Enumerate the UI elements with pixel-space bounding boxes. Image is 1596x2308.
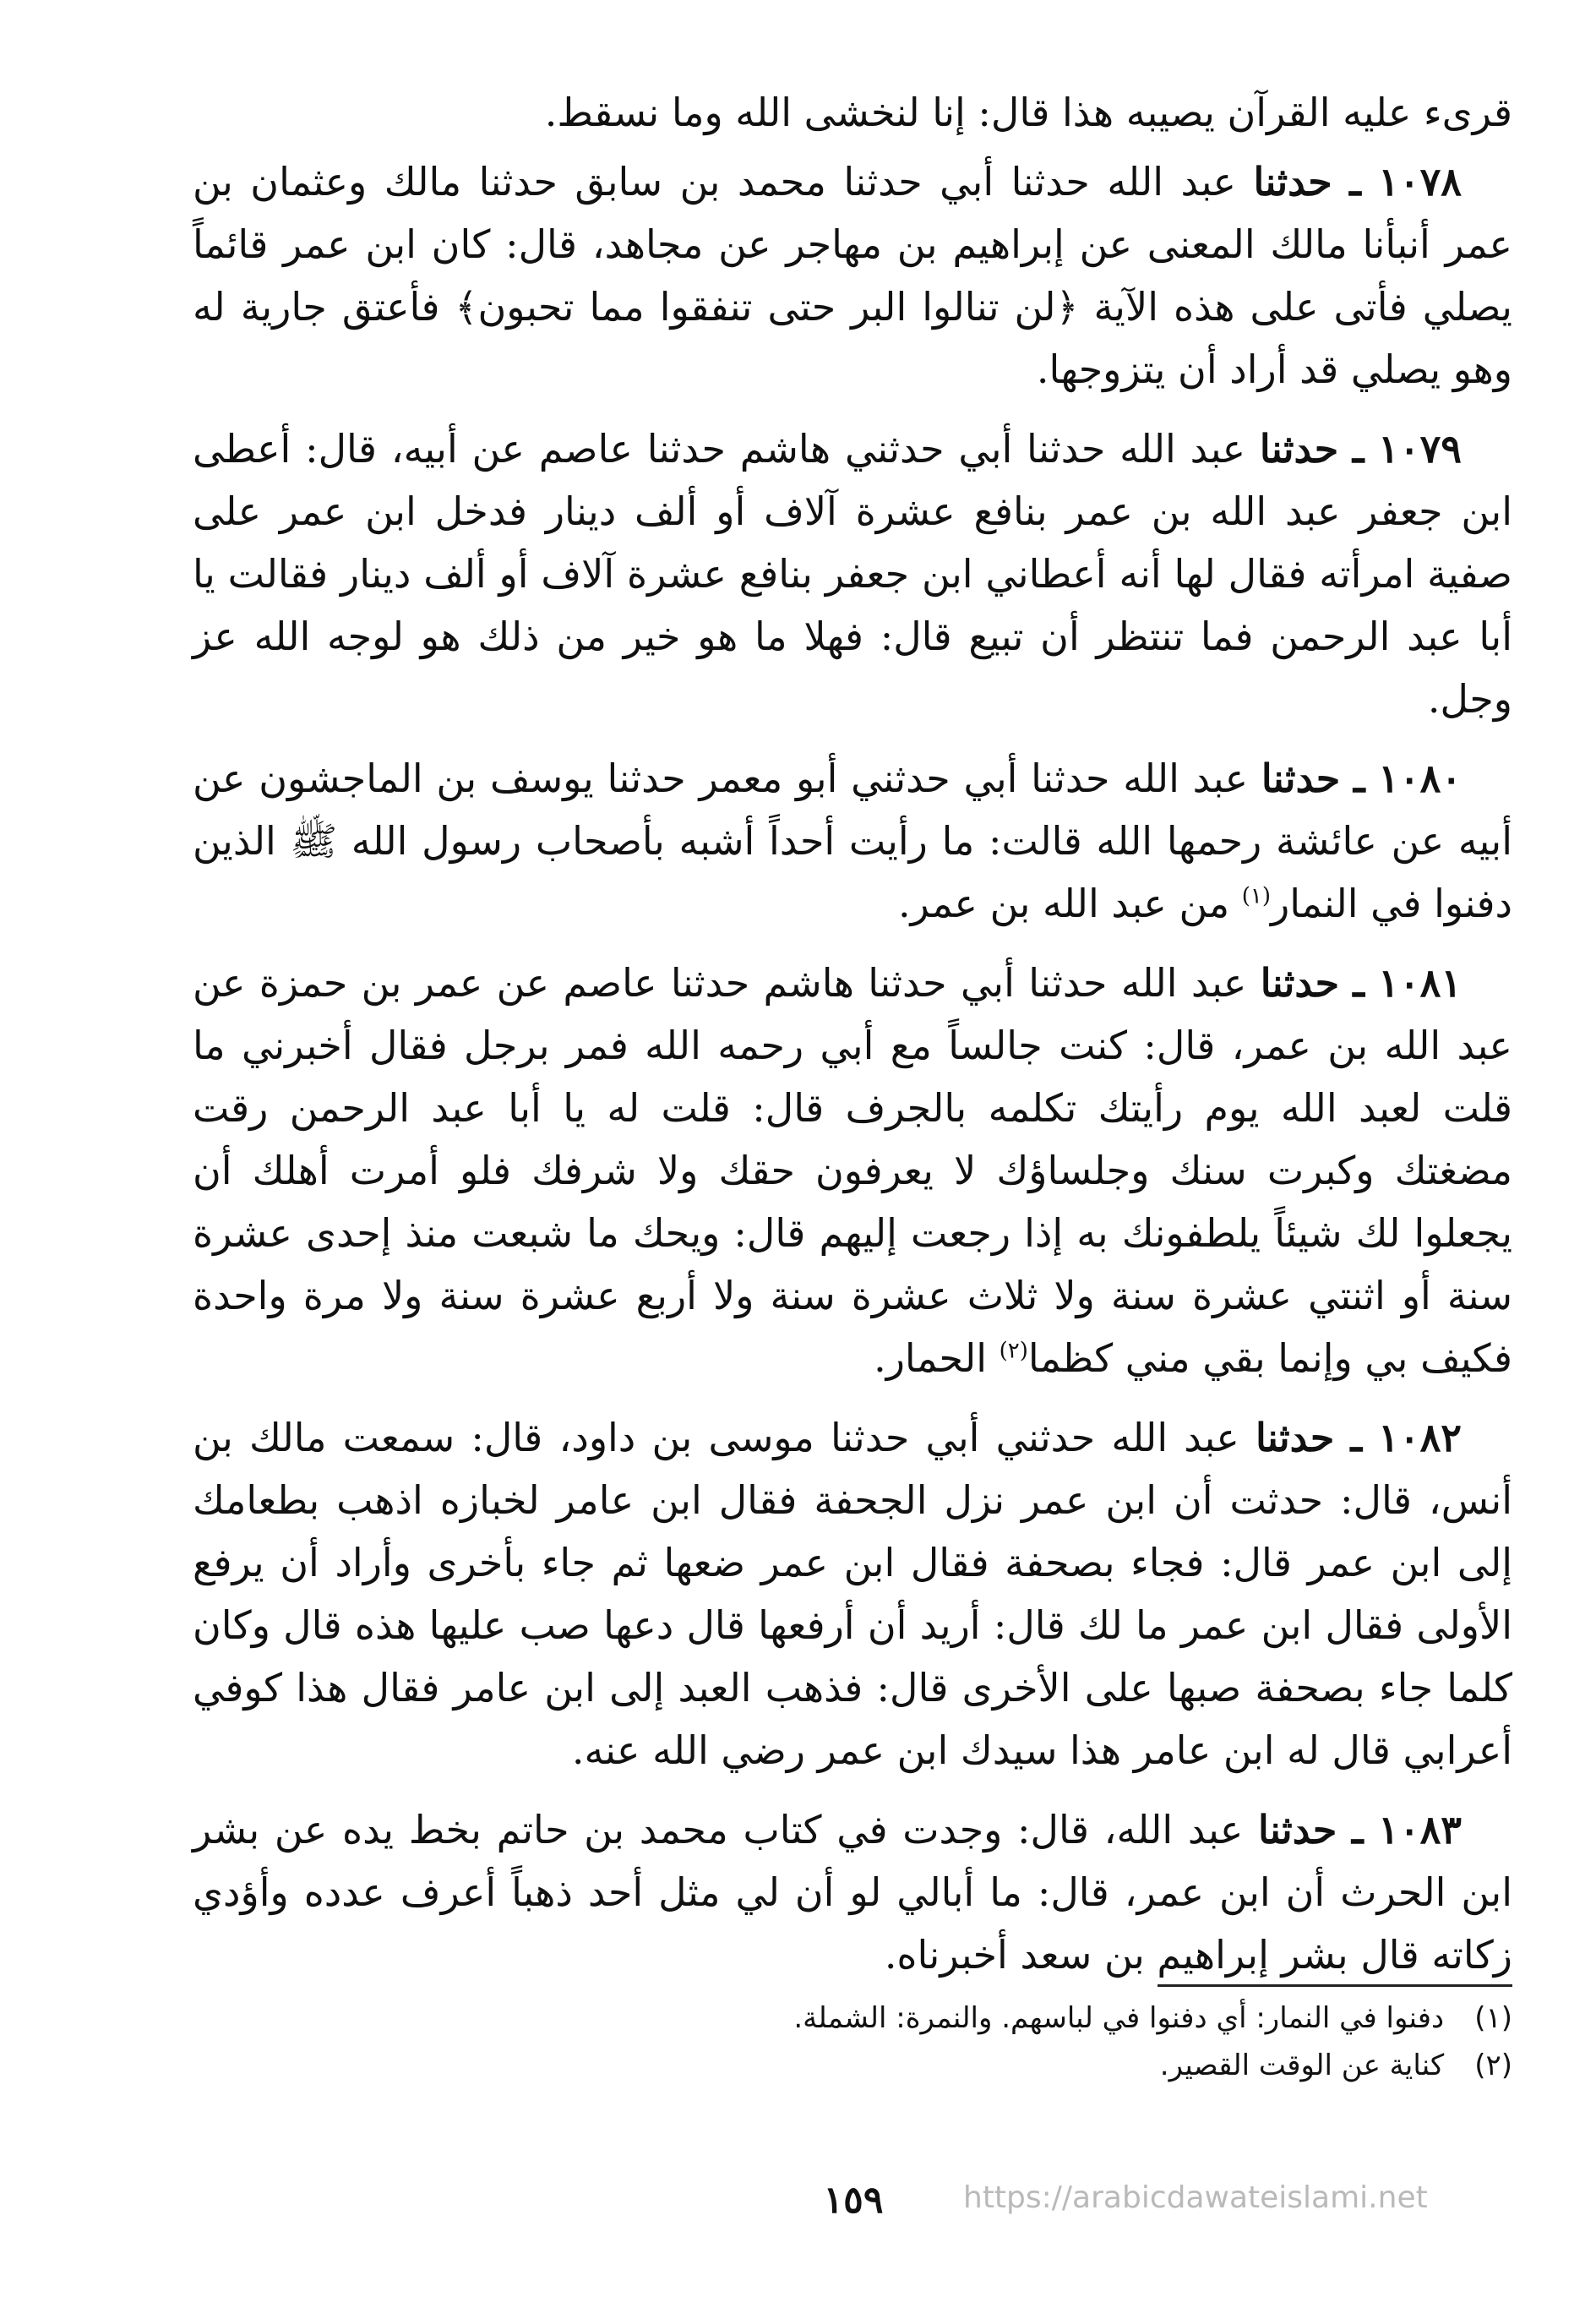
watermark-url: https://arabicdawateislami.net [963,2180,1428,2215]
hadith-text: عبد الله، قال: وجدت في كتاب محمد بن حاتم بخط يده عن بشر ابن الحرث أن ابن عمر، قال: ما أبالي لو أن لي مثل أحد ذهباً أعرف عدده وأؤدي زكاته قال بشر إبراهيم بن سعد أخبرناه. [193,1807,1512,1978]
hadith-text-end: من عبد الله بن عمر. [897,881,1242,926]
hadith-text-end: الحمار. [874,1335,1000,1381]
hadith-number: ١٠٨١ [1378,960,1463,1006]
hadith-number: ١٠٧٩ [1378,426,1462,472]
hadith-separator: ـ [1353,756,1365,801]
hadith-keyword: حدثنا [1261,756,1341,801]
intro-paragraph: قرىء عليه القرآن يصيبه هذا قال: إنا لنخشى الله وما نسقط. [544,90,1512,135]
hadith-separator: ـ [1352,426,1364,472]
hadith-number: ١٠٨٢ [1378,1415,1462,1460]
footnote-divider [1158,1984,1512,1987]
hadith-number: ١٠٨٠ [1378,756,1463,801]
hadith-number: ١٠٨٣ [1378,1807,1462,1852]
hadith-1080 [193,747,1512,935]
footnote-text: كناية عن الوقت القصير. [1159,2049,1445,2082]
hadith-keyword: حدثنا [1260,960,1339,1006]
hadith-keyword: حدثنا [1255,1415,1335,1460]
page-number: ١٥٩ [823,2179,884,2222]
footnote-mark: (١) [1474,2001,1512,2035]
hadith-separator: ـ [1352,1807,1364,1852]
footnote-2 [193,2042,1512,2089]
hadith-separator: ـ [1353,960,1364,1006]
hadith-1082 [193,1406,1512,1781]
hadith-1081 [193,952,1512,1389]
hadith-keyword: حدثنا [1259,426,1339,472]
hadith-text: عبد الله حدثني أبي حدثنا موسى بن داود، قال: سمعت مالك بن أنس، قال: حدثت أن ابن عمر نزل الجحفة فقال ابن عامر لخبازه اذهب بطعامك إلى ابن عمر قال: فجاء بصحفة فقال ابن عمر ضعها ثم جاء بأخرى وأراد أن يرفع الأولى فقال ابن عمر ما لك قال: أريد أن أرفعها قال دعها صب عليها هذه قال وكان كلما جاء بصحفة صبها على الأخرى قال: فذهب العبد إلى ابن عامر فقال هذا كوفي أعرابي قال له ابن عامر هذا سيدك ابن عمر رضي الله عنه. [193,1415,1513,1773]
hadith-number: ١٠٧٨ [1378,159,1463,205]
hadith-1079 [193,417,1512,730]
main-text [193,81,1512,1986]
hadith-separator: ـ [1349,159,1361,205]
hadith-1078 [193,150,1512,401]
hadith-keyword: حدثنا [1258,1807,1337,1852]
footnote-ref[interactable]: (٢) [999,1338,1028,1364]
hadith-separator: ـ [1350,1415,1362,1460]
footnotes [193,1994,1512,2089]
hadith-1083 [193,1798,1512,1986]
footnote-ref[interactable]: (١) [1241,883,1272,909]
hadith-text: عبد الله حدثنا أبي حدثنا محمد بن سابق حدثنا مالك وعثمان بن عمر أنبأنا مالك المعنى عن إبراهيم بن مهاجر عن مجاهد، قال: كان ابن عمر قائماً يصلي فأتى على هذه الآية ﴿لن تنالوا البر حتى تنفقوا مما تحبون﴾ فأعتق جارية له وهو يصلي قد أراد أن يتزوجها. [193,159,1512,392]
hadith-text: عبد الله حدثنا أبي حدثني أبو معمر حدثنا يوسف بن الماجشون عن أبيه عن عائشة رحمها الله قالت: ما رأيت أحداً أشبه بأصحاب رسول الله ﷺ الذين دفنوا في النمار [193,756,1512,926]
footnote-1 [193,1994,1512,2042]
footnote-mark: (٢) [1474,2049,1512,2082]
footnote-text: دفنوا في النمار: أي دفنوا في لباسهم. والنمرة: الشملة. [793,2001,1445,2035]
hadith-text: عبد الله حدثنا أبي حدثني هاشم حدثنا عاصم عن أبيه، قال: أعطى ابن جعفر عبد الله بن عمر بنافع عشرة آلاف أو ألف دينار فدخل ابن عمر على صفية امرأته فقال لها أنه أعطاني ابن جعفر بنافع عشرة آلاف أو ألف دينار فقالت يا أبا عبد الرحمن فما تنتظر أن تبيع قال: فهلا ما هو خير من ذلك هو لوجه الله عز وجل. [193,426,1512,722]
hadith-text: عبد الله حدثنا أبي حدثنا هاشم حدثنا عاصم عن عمر بن حمزة عن عبد الله بن عمر، قال: كنت جالساً مع أبي رحمه الله فمر برجل فقال أخبرني ما قلت لعبد الله يوم رأيتك تكلمه بالجرف قال: قلت له يا أبا عبد الرحمن رقت مضغتك وكبرت سنك وجلساؤك لا يعرفون حقك ولا شرفك فلو أمرت أهلك أن يجعلوا لك شيئاً يلطفونك به إذا رجعت إليهم قال: ويحك ما شبعت منذ إحدى عشرة سنة أو اثنتي عشرة سنة ولا ثلاث عشرة سنة ولا أربع عشرة سنة ولا مرة واحدة فكيف بي وإنما بقي مني كظما [193,960,1512,1381]
hadith-keyword: حدثنا [1253,159,1332,205]
